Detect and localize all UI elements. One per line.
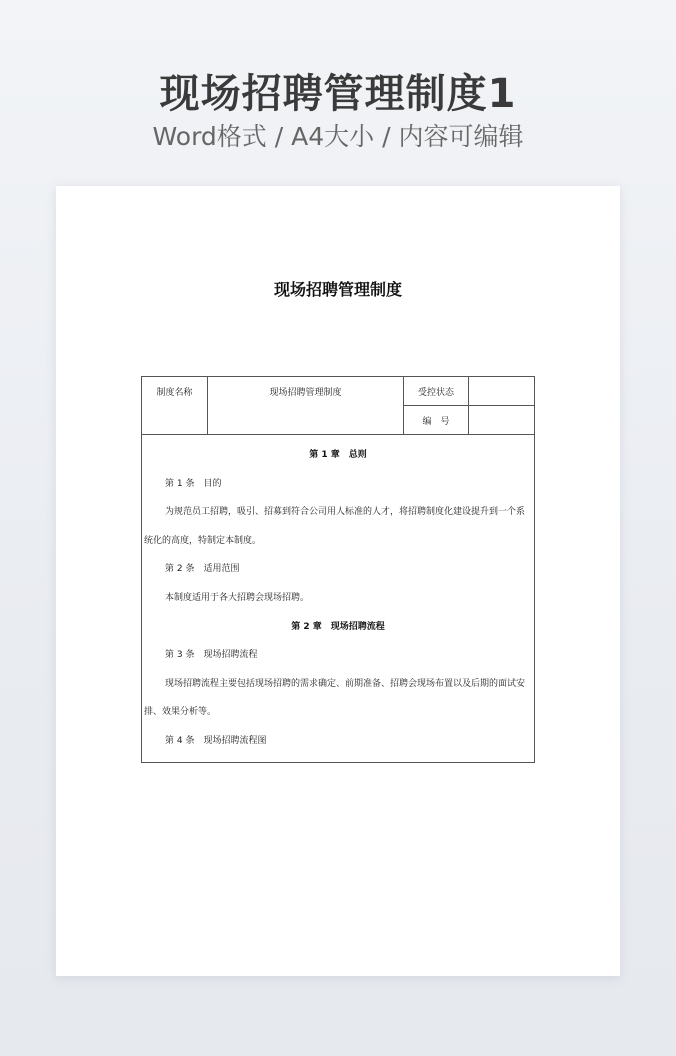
banner-title: 现场招聘管理制度1 [159, 71, 517, 117]
article-3-heading: 第 3 条 现场招聘流程 [165, 650, 258, 661]
article-3-text-line-2: 排、效果分析等。 [144, 707, 217, 718]
article-2-text: 本制度适用于各大招聘会现场招聘。 [165, 592, 310, 603]
chapter-2-heading: 第 2 章 现场招聘流程 [291, 621, 385, 632]
banner-subtitle: Word格式 / A4大小 / 内容可编辑 [152, 122, 524, 151]
document-number-value [469, 406, 535, 435]
document-page [56, 186, 620, 976]
article-4-heading: 第 4 条 现场招聘流程图 [165, 735, 267, 746]
article-1-heading: 第 1 条 目的 [165, 478, 222, 489]
policy-body [142, 435, 535, 763]
article-2-heading: 第 2 条 适用范围 [165, 564, 240, 575]
article-3-text-line-1: 现场招聘流程主要包括现场招聘的需求确定、前期准备、招聘会现场布置以及后期的面试安 [165, 678, 526, 689]
article-1-text-line-1: 为规范员工招聘，吸引、招募到符合公司用人标准的人才，将招聘制度化建设提升到一个系 [165, 507, 526, 518]
control-status-label: 受控状态 [404, 377, 469, 406]
chapter-1-heading: 第 1 章 总则 [309, 450, 367, 460]
policy-name-value: 现场招聘管理制度 [208, 377, 404, 435]
document-title: 现场招聘管理制度 [273, 280, 402, 299]
article-1-text-line-2: 统化的高度，特制定本制度。 [144, 535, 262, 546]
control-status-value [469, 377, 535, 406]
document-number-label: 编 号 [404, 406, 469, 435]
policy-table [141, 376, 535, 763]
policy-name-label: 制度名称 [142, 377, 208, 435]
